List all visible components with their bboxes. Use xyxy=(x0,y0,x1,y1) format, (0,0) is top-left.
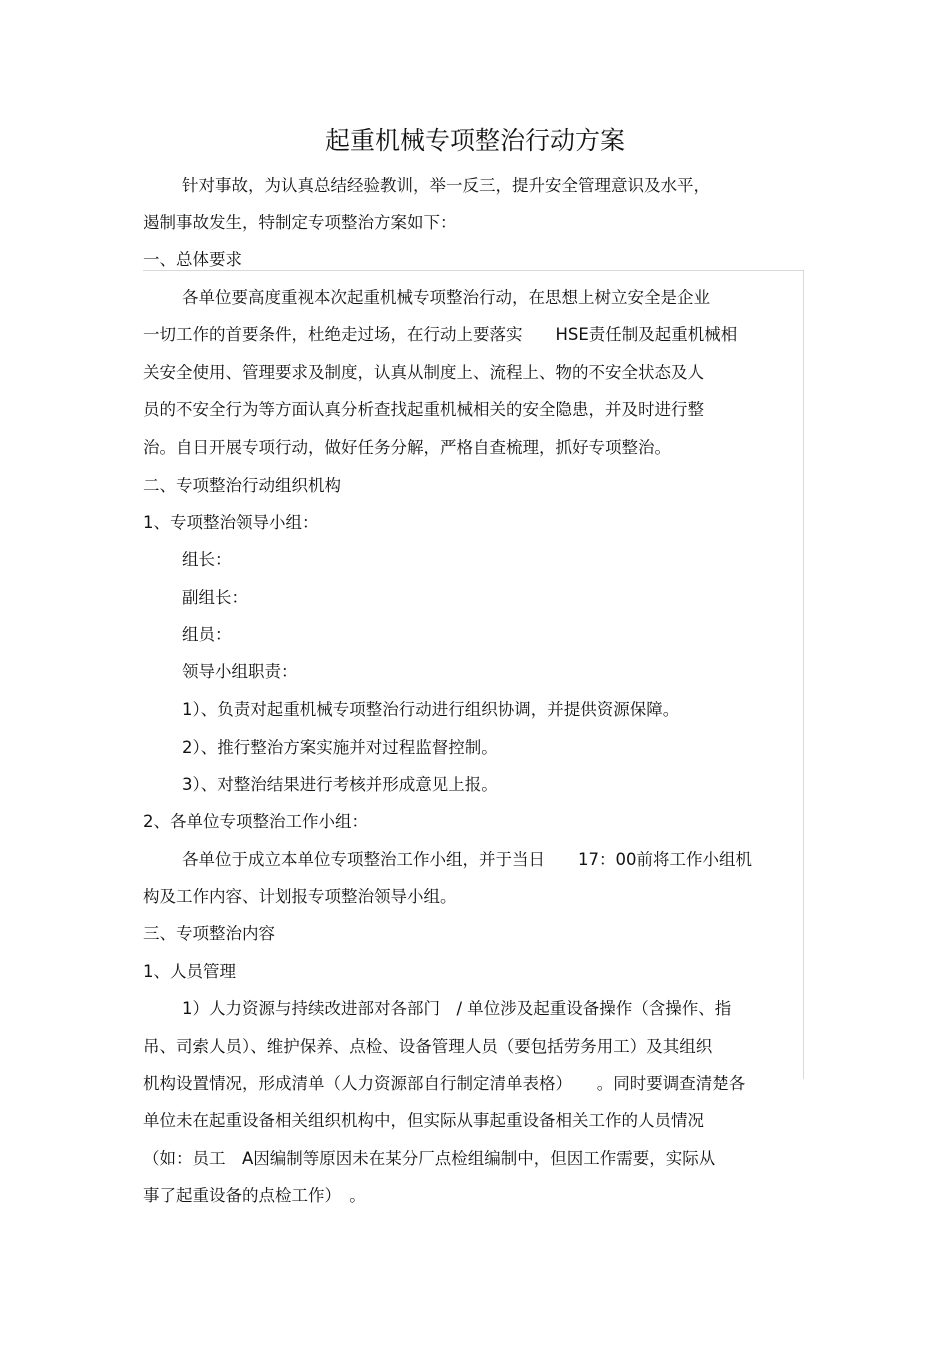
paragraph-line: 单位未在起重设备相关组织机构中，但实际从事起重设备相关工作的人员情况 xyxy=(143,1111,704,1130)
duties-heading: 领导小组职责： xyxy=(182,662,298,681)
paragraph-line: 1）人力资源与持续改进部对各部门 / 单位涉及起重设备操作（含操作、指 xyxy=(182,999,732,1018)
duty-item: 2）、推行整治方案实施并对过程监督控制。 xyxy=(182,738,498,757)
subsection-heading: 1、专项整治领导小组： xyxy=(143,513,319,532)
subsection-heading: 1、人员管理 xyxy=(143,962,236,981)
paragraph-line: 各单位于成立本单位专项整治工作小组，并于当日 17：00前将工作小组机 xyxy=(182,850,752,869)
leader-field: 组长： xyxy=(182,550,232,569)
duty-item: 1）、负责对起重机械专项整治行动进行组织协调，并提供资源保障。 xyxy=(182,700,680,719)
duty-item: 3）、对整治结果进行考核并形成意见上报。 xyxy=(182,775,498,794)
section-heading-2: 二、专项整治行动组织机构 xyxy=(143,476,341,495)
paragraph-line: 各单位要高度重视本次起重机械专项整治行动，在思想上树立安全是企业 xyxy=(182,288,710,307)
intro-line-2: 遏制事故发生，特制定专项整治方案如下： xyxy=(143,213,457,232)
intro-line-1: 针对事故，为认真总结经验教训，举一反三，提升安全管理意识及水平， xyxy=(182,176,710,195)
paragraph-line: 一切工作的首要条件，杜绝走过场，在行动上要落实 HSE责任制及起重机械相 xyxy=(143,325,738,344)
paragraph-line: （如：员工 A因编制等原因未在某分厂点检组编制中，但因工作需要，实际从 xyxy=(143,1149,716,1168)
section-heading-1: 一、总体要求 xyxy=(143,250,242,269)
paragraph-line: 构及工作内容、计划报专项整治领导小组。 xyxy=(143,887,457,906)
paragraph-line: 关安全使用、管理要求及制度，认真从制度上、流程上、物的不安全状态及人 xyxy=(143,363,704,382)
paragraph-line: 事了起重设备的点检工作） 。 xyxy=(143,1186,366,1205)
subsection-heading: 2、各单位专项整治工作小组： xyxy=(143,812,368,831)
member-field: 组员： xyxy=(182,625,232,644)
document-title: 起重机械专项整治行动方案 xyxy=(324,126,625,155)
paragraph-line: 吊、司索人员）、维护保养、点检、设备管理人员（要包括劳务用工）及其组织 xyxy=(143,1037,713,1056)
paragraph-line: 治。自日开展专项行动，做好任务分解，严格自查梳理，抓好专项整治。 xyxy=(143,438,671,457)
paragraph-line: 机构设置情况，形成清单（人力资源部自行制定清单表格） 。同时要调查清楚各 xyxy=(143,1074,746,1093)
paragraph-line: 员的不安全行为等方面认真分析查找起重机械相关的安全隐患，并及时进行整 xyxy=(143,400,704,419)
deputy-leader-field: 副组长： xyxy=(182,588,248,607)
section-heading-3: 三、专项整治内容 xyxy=(143,924,275,943)
